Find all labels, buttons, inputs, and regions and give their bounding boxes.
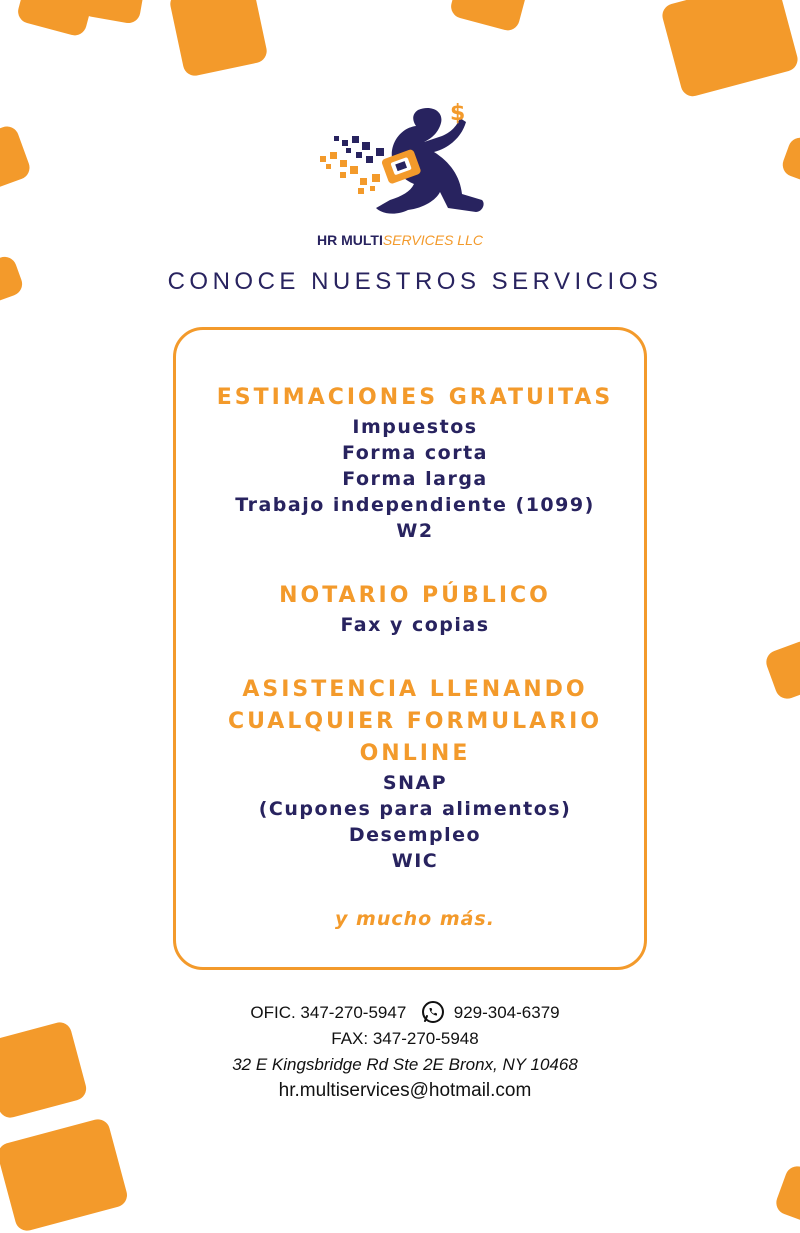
contact-block bbox=[0, 1000, 800, 1104]
decor-square bbox=[779, 134, 800, 185]
section-free-estimates bbox=[0, 382, 800, 544]
section-online-forms bbox=[0, 674, 800, 874]
list-item: Forma larga bbox=[342, 468, 488, 490]
page-headline: CONOCE NUESTROS SERVICIOS bbox=[167, 268, 663, 295]
section-title: ESTIMACIONES GRATUITAS bbox=[216, 385, 614, 410]
phone-line bbox=[0, 1000, 800, 1026]
section-title-line: CUALQUIER FORMULARIO bbox=[227, 709, 603, 734]
company-logo bbox=[300, 96, 500, 226]
section-title-line: ONLINE bbox=[359, 741, 471, 766]
list-item: WIC bbox=[391, 850, 439, 872]
list-item: Desempleo bbox=[348, 824, 482, 846]
more-text: y mucho más. bbox=[335, 908, 495, 930]
section-notary bbox=[0, 580, 800, 638]
address: 32 E Kingsbridge Rd Ste 2E Bronx, NY 10468 bbox=[232, 1055, 578, 1074]
section-title: NOTARIO PÚBLICO bbox=[279, 583, 551, 608]
list-item: Trabajo independiente (1099) bbox=[235, 494, 595, 516]
decor-square bbox=[660, 0, 800, 99]
brand-name-part1: HR MULTI bbox=[317, 232, 383, 248]
list-item: Fax y copias bbox=[340, 614, 490, 636]
svg-text:$: $ bbox=[450, 101, 466, 126]
list-item: Forma corta bbox=[342, 442, 488, 464]
list-item: W2 bbox=[396, 520, 434, 542]
decor-square bbox=[448, 0, 531, 33]
section-title-line: ASISTENCIA LLENANDO bbox=[242, 677, 588, 702]
list-item: Impuestos bbox=[352, 416, 478, 438]
office-phone[interactable]: OFIC. 347-270-5947 bbox=[250, 1003, 407, 1022]
decor-square bbox=[0, 123, 33, 192]
fax-line: FAX: 347-270-5948 bbox=[331, 1029, 479, 1048]
brand-name-part2: SERVICES LLC bbox=[382, 232, 483, 248]
brand-name bbox=[0, 232, 800, 248]
list-item: SNAP bbox=[382, 772, 448, 794]
list-item: (Cupones para alimentos) bbox=[258, 798, 572, 820]
decor-square bbox=[773, 1163, 800, 1227]
whatsapp-icon bbox=[421, 1000, 445, 1024]
decor-square bbox=[168, 0, 269, 78]
email-link[interactable]: hr.multiservices@hotmail.com bbox=[278, 1080, 532, 1101]
whatsapp-phone[interactable]: 929-304-6379 bbox=[453, 1003, 560, 1022]
decor-square bbox=[0, 1117, 130, 1233]
decor-square bbox=[79, 0, 145, 25]
